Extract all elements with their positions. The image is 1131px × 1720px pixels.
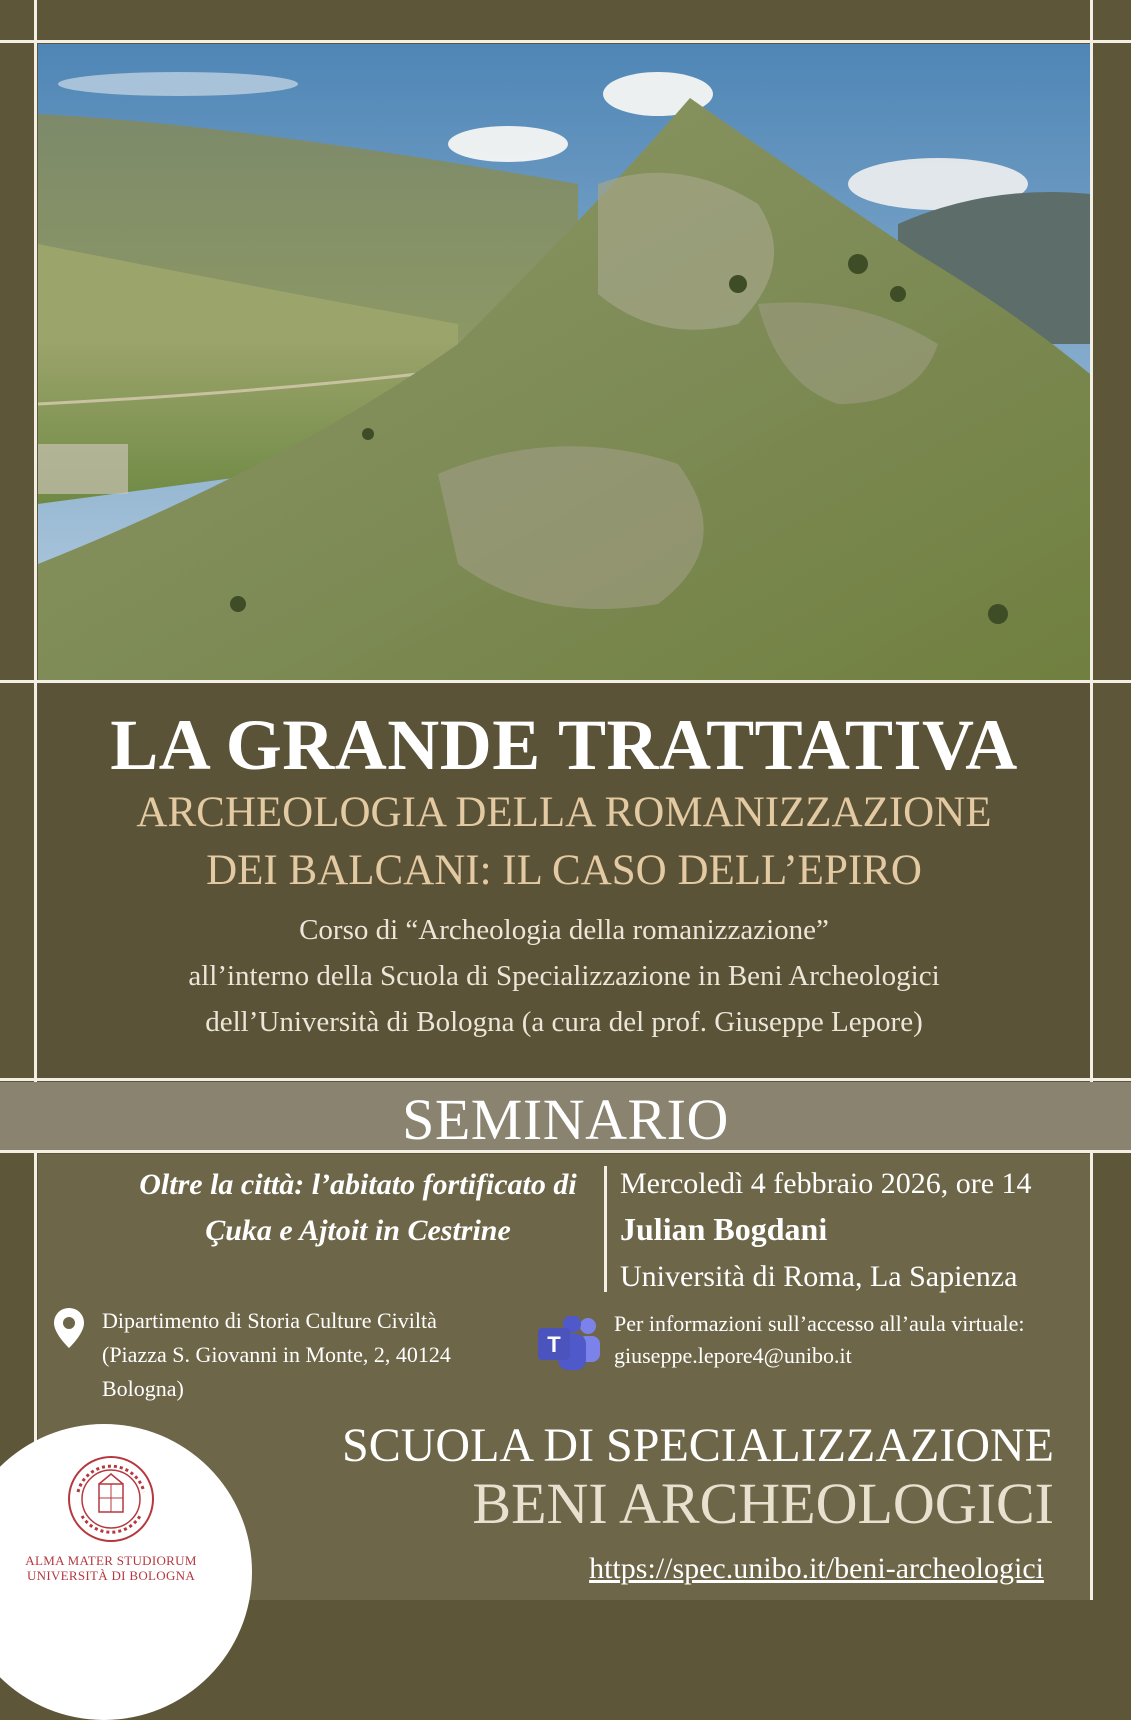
virtual-class-info: [614, 1308, 1025, 1372]
talk-title-line-1: Oltre la città: l’abitato fortificato di: [139, 1168, 577, 1201]
teams-icon: [536, 1316, 602, 1372]
contact-email[interactable]: giuseppe.lepore4@unibo.it: [614, 1343, 852, 1368]
address-line-2: (Piazza S. Giovanni in Monte, 2, 40124: [102, 1342, 451, 1367]
course-line-1: Corso di “Archeologia della romanizzazione”: [299, 914, 829, 946]
main-title: LA GRANDE TRATTATIVA: [110, 705, 1018, 785]
logo-text-line-2: UNIVERSITÀ DI BOLOGNA: [26, 1568, 196, 1583]
svg-text:T: T: [547, 1332, 561, 1357]
details-divider: [604, 1166, 607, 1292]
address-line-3: Bologna): [102, 1376, 184, 1401]
frame-line-above-band: [0, 1078, 1131, 1081]
course-line-3: dell’Università di Bologna (a cura del prof. Giuseppe Lepore): [205, 1006, 923, 1038]
school-name-line-1: SCUOLA DI SPECIALIZZAZIONE: [342, 1419, 1054, 1472]
subtitle-line-2: DEI BALCANI: IL CASO DELL’EPIRO: [206, 847, 922, 894]
frame-line-right: [1090, 0, 1093, 1600]
frame-line-top: [0, 40, 1131, 43]
location-pin-icon: [52, 1306, 86, 1350]
mountain-photo: [38, 44, 1090, 680]
school-url-link[interactable]: https://spec.unibo.it/beni-archeologici: [589, 1552, 1044, 1585]
venue-address: [102, 1304, 451, 1406]
frame-line-left: [34, 0, 37, 1600]
seminar-band: [0, 1082, 1131, 1150]
frame-line-under-photo: [0, 680, 1131, 683]
talk-title: [78, 1162, 638, 1254]
university-seal-icon: [66, 1454, 156, 1546]
talk-title-line-2: Çuka e Ajtoit in Cestrine: [205, 1214, 511, 1247]
talk-info: [620, 1162, 1032, 1302]
title-panel: [38, 684, 1090, 1078]
logo-text-line-1: ALMA MATER STUDIORUM: [25, 1553, 197, 1568]
course-line-2: all’interno della Scuola di Specializzazione in Beni Archeologici: [188, 960, 940, 992]
address-line-1: Dipartimento di Storia Culture Civiltà: [102, 1308, 437, 1333]
school-name-line-2: BENI ARCHEOLOGICI: [472, 1471, 1054, 1536]
talk-date: Mercoledì 4 febbraio 2026, ore 14: [620, 1167, 1032, 1200]
subtitle-line-1: ARCHEOLOGIA DELLA ROMANIZZAZIONE: [136, 789, 992, 836]
speaker-affiliation: Università di Roma, La Sapienza: [620, 1260, 1018, 1293]
virtual-info-label: Per informazioni sull’accesso all’aula virtuale:: [614, 1311, 1025, 1336]
speaker-name: Julian Bogdani: [620, 1211, 828, 1247]
seminar-label: SEMINARIO: [402, 1087, 729, 1152]
